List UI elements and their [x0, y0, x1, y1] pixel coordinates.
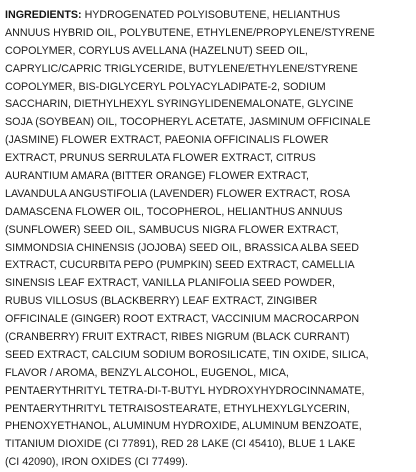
ingredients-line-19: (CRANBERRY) FRUIT EXTRACT, RIBES NIGRUM (BLACK CURRANT) [5, 331, 350, 344]
ingredients-line-24: PHENOXYETHANOL, ALUMINUM HYDROXIDE, ALUMINUM BENZOATE, [5, 420, 362, 433]
ingredients-line-4: CAPRYLIC/CAPRIC TRIGLYCERIDE, BUTYLENE/ETHYLENE/STYRENE [5, 62, 358, 75]
ingredients-line-12: DAMASCENA FLOWER OIL, TOCOPHEROL, HELIANTHUS ANNUUS [5, 205, 343, 218]
ingredients-line-3: COPOLYMER, CORYLUS AVELLANA (HAZELNUT) SEED OIL, [5, 44, 308, 57]
ingredients-line-10: AURANTIUM AMARA (BITTER ORANGE) FLOWER EXTRACT, [5, 170, 310, 183]
ingredients-line-8: (JASMINE) FLOWER EXTRACT, PAEONIA OFFICINALIS FLOWER [5, 134, 329, 147]
ingredients-line-20: SEED EXTRACT, CALCIUM SODIUM BOROSILICATE, TIN OXIDE, SILICA, [5, 348, 369, 361]
ingredients-line-18: OFFICINALE (GINGER) ROOT EXTRACT, VACCINIUM MACROCARPON [5, 313, 360, 326]
ingredients-heading: INGREDIENTS: [5, 9, 82, 21]
ingredients-list [5, 7, 413, 469]
ingredients-line-1 [5, 7, 413, 25]
ingredients-line-21: FLAVOR / AROMA, BENZYL ALCOHOL, EUGENOL, MICA, [5, 366, 289, 379]
ingredients-line-16: SINENSIS LEAF EXTRACT, VANILLA PLANIFOLIA SEED POWDER, [5, 277, 336, 290]
ingredients-line-13: (SUNFLOWER) SEED OIL, SAMBUCUS NIGRA FLOWER EXTRACT, [5, 223, 339, 236]
ingredients-line-5: COPOLYMER, BIS-DIGLYCERYL POLYACYLADIPATE-2, SODIUM [5, 80, 326, 93]
ingredients-line-26: (CI 42090), IRON OXIDES (CI 77499). [5, 456, 188, 469]
ingredients-line-2: ANNUUS HYBRID OIL, POLYBUTENE, ETHYLENE/PROPYLENE/STYRENE [5, 26, 375, 39]
ingredients-line-17: RUBUS VILLOSUS (BLACKBERRY) LEAF EXTRACT, ZINGIBER [5, 295, 318, 308]
ingredients-line-9: EXTRACT, PRUNUS SERRULATA FLOWER EXTRACT, CITRUS [5, 152, 316, 165]
ingredients-line-14: SIMMONDSIA CHINENSIS (JOJOBA) SEED OIL, BRASSICA ALBA SEED [5, 241, 359, 254]
ingredients-line-6: SACCHARIN, DIETHYLHEXYL SYRINGYLIDENEMALONATE, GLYCINE [5, 98, 354, 111]
ingredients-text: HYDROGENATED POLYISOBUTENE, HELIANTHUS [81, 9, 341, 21]
ingredients-line-7: SOJA (SOYBEAN) OIL, TOCOPHERYL ACETATE, JASMINUM OFFICINALE [5, 116, 371, 129]
ingredients-line-15: EXTRACT, CUCURBITA PEPO (PUMPKIN) SEED EXTRACT, CAMELLIA [5, 259, 355, 272]
ingredients-line-23: PENTAERYTHRITYL TETRAISOSTEARATE, ETHYLHEXYLGLYCERIN, [5, 402, 350, 415]
ingredients-line-25: TITANIUM DIOXIDE (CI 77891), RED 28 LAKE (CI 45410), BLUE 1 LAKE [5, 438, 356, 451]
ingredients-line-11: LAVANDULA ANGUSTIFOLIA (LAVENDER) FLOWER EXTRACT, ROSA [5, 187, 351, 200]
ingredients-line-22: PENTAERYTHRITYL TETRA-DI-T-BUTYL HYDROXYHYDROCINNAMATE, [5, 384, 365, 397]
